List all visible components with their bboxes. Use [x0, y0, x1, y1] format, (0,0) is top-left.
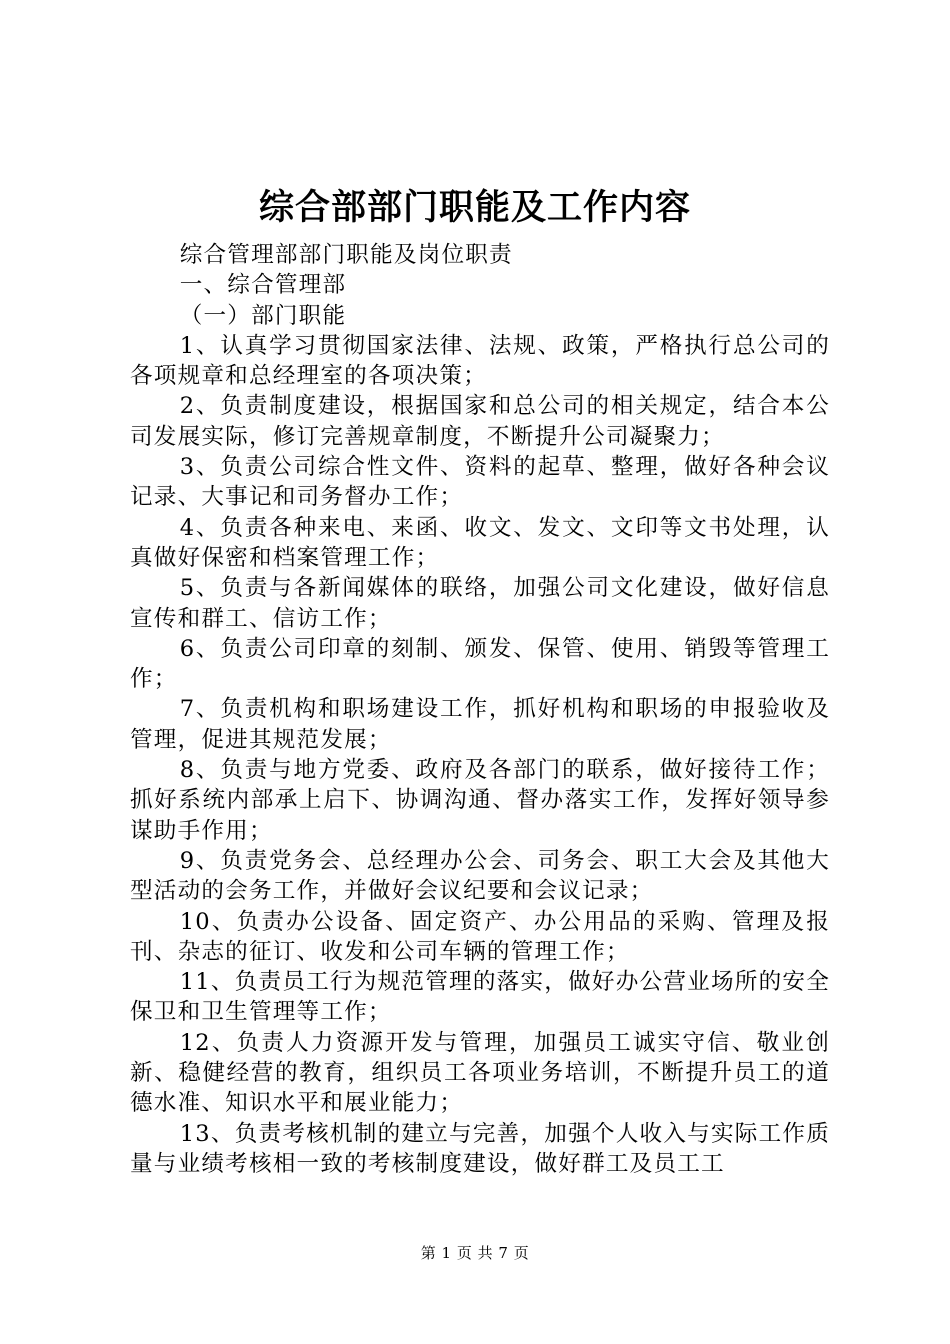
duty-item-10: 10、负责办公设备、固定资产、办公用品的采购、管理及报刊、杂志的征订、收发和公司车辆的管理工作；	[130, 908, 830, 965]
paragraph-subtitle: 综合管理部部门职能及岗位职责	[179, 242, 513, 268]
document-title: 综合部部门职能及工作内容	[258, 187, 691, 228]
duty-item-4: 4、负责各种来电、来函、收文、发文、文印等文书处理，认真做好保密和档案管理工作；	[130, 514, 830, 571]
duty-item-8: 8、负责与地方党委、政府及各部门的联系，做好接待工作；抓好系统内部承上启下、协调沟通、督办落实工作，发挥好领导参谋助手作用；	[130, 757, 830, 844]
duty-item-5: 5、负责与各新闻媒体的联络，加强公司文化建设，做好信息宣传和群工、信访工作；	[130, 575, 830, 632]
duty-item-6: 6、负责公司印章的刻制、颁发、保管、使用、销毁等管理工作；	[130, 635, 830, 693]
duty-item-3: 3、负责公司综合性文件、资料的起草、整理，做好各种会议记录、大事记和司务督办工作；	[130, 454, 830, 511]
section-heading: 一、综合管理部	[179, 272, 347, 299]
duty-item-1: 1、认真学习贯彻国家法律、法规、政策，严格执行总公司的各项规章和总经理室的各项决策；	[130, 332, 830, 390]
duty-item-7: 7、负责机构和职场建设工作，抓好机构和职场的申报验收及管理，促进其规范发展；	[130, 696, 830, 753]
duty-item-11: 11、负责员工行为规范管理的落实，做好办公营业场所的安全保卫和卫生管理等工作；	[130, 969, 830, 1026]
duty-item-9: 9、负责党务会、总经理办公会、司务会、职工大会及其他大型活动的会务工作，并做好会议纪要和会议记录；	[130, 847, 830, 905]
duty-item-2: 2、负责制度建设，根据国家和总公司的相关规定，结合本公司发展实际，修订完善规章制度，不断提升公司凝聚力；	[130, 393, 830, 450]
duty-item-12: 12、负责人力资源开发与管理，加强员工诚实守信、敬业创新、稳健经营的教育，组织员工各项业务培训，不断提升员工的道德水准、知识水平和展业能力；	[130, 1029, 830, 1117]
document-body	[130, 240, 830, 1179]
page-number-footer: 第 1 页 共 7 页	[420, 1244, 530, 1262]
subsection-heading: （一）部门职能	[179, 302, 347, 329]
duty-item-13: 13、负责考核机制的建立与完善，加强个人收入与实际工作质量与业绩考核相一致的考核制度建设，做好群工及员工工	[130, 1120, 830, 1177]
